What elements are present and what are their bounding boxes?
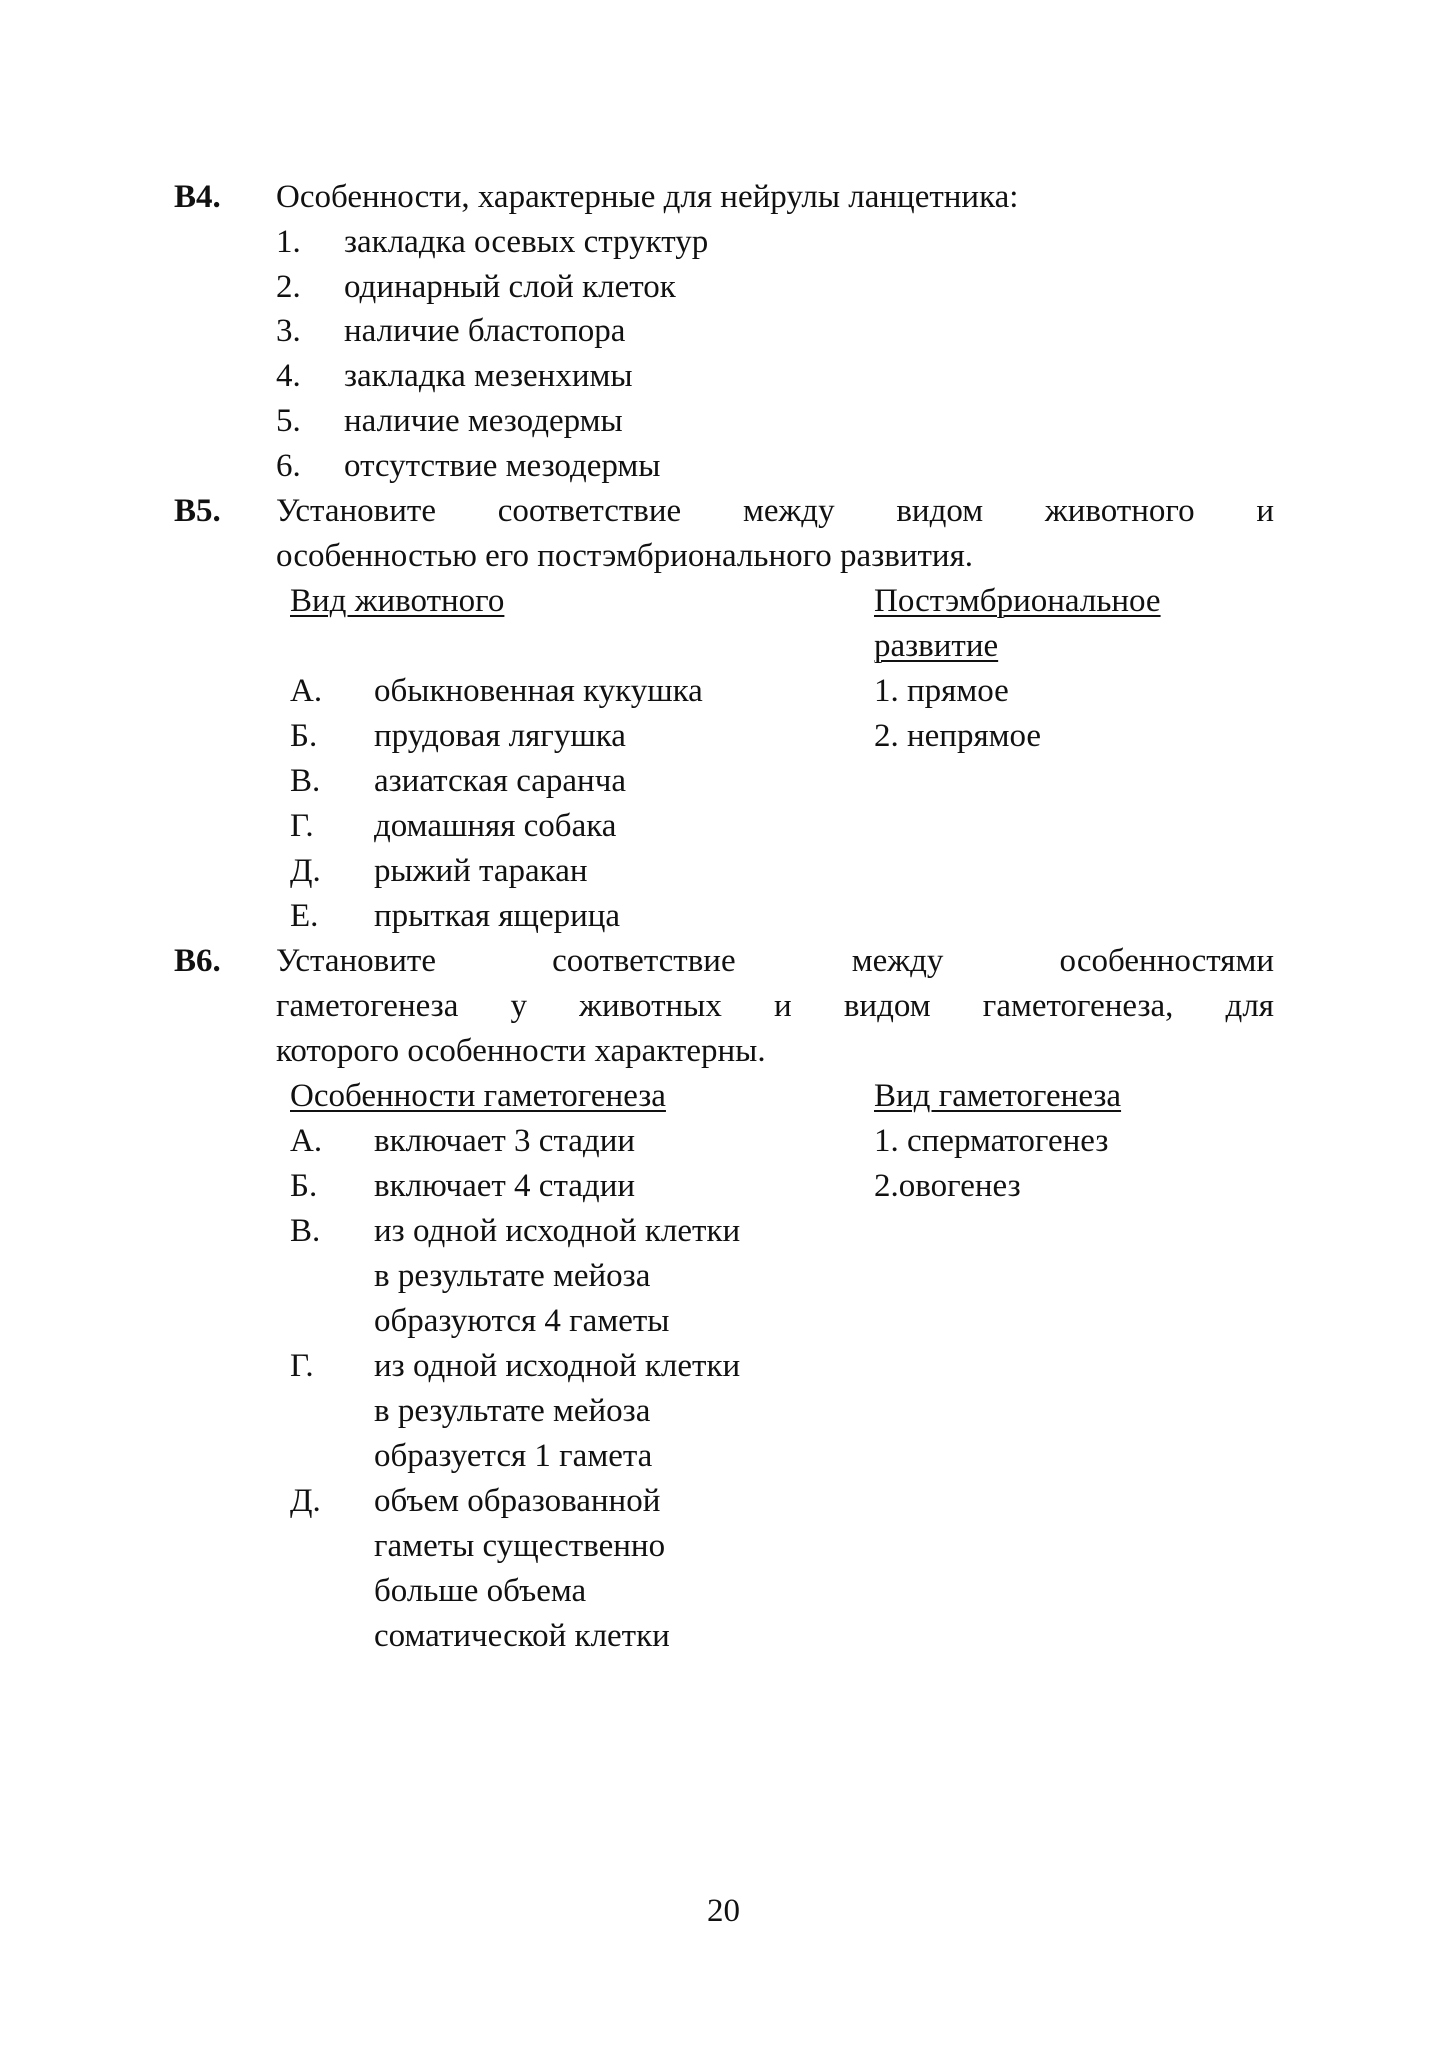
option-number: 6. [276,448,301,484]
item-text: включает 3 стадии [374,1123,636,1159]
option-number: 1. [276,224,301,260]
option-number: 4. [276,358,301,394]
item-letter: А. [290,1123,323,1159]
item-letter: А. [290,673,323,709]
question-number-b5: В5. [174,493,221,529]
column-header-development-line1: Постэмбриональное [874,583,1161,619]
question-prompt-b6-line3: которого особенности характерны. [276,1033,766,1069]
question-number-b6: В6. [174,943,221,979]
question-prompt-b4: Особенности, характерные для нейрулы ланцетника: [276,179,1019,215]
answer-option: 1. сперматогенез [874,1123,1109,1159]
item-letter: В. [290,763,321,799]
item-text: образуются 4 гаметы [374,1303,670,1339]
item-text: прыткая ящерица [374,898,621,934]
question-prompt-b6-line1: Установите соответствие между особенностями [276,943,1274,979]
item-text: включает 4 стадии [374,1168,636,1204]
answer-option: 2. непрямое [874,718,1042,754]
question-prompt-b5-line1: Установите соответствие между видом животного и [276,493,1274,529]
option-number: 2. [276,269,301,305]
item-letter: Б. [290,718,318,754]
item-text: соматической клетки [374,1618,670,1654]
item-text: гаметы существенно [374,1528,666,1564]
item-text: объем образованной [374,1483,661,1519]
question-prompt-b5-line2: особенностью его постэмбрионального развития. [276,538,973,574]
item-text: азиатская саранча [374,763,626,799]
item-letter: Д. [290,853,321,889]
item-letter: Е. [290,898,319,934]
item-text: обыкновенная кукушка [374,673,703,709]
item-text: образуется 1 гамета [374,1438,653,1474]
column-header-animal-species: Вид животного [290,583,505,619]
option-text: наличие бластопора [344,313,626,349]
option-text: одинарный слой клеток [344,269,676,305]
answer-option: 2.овогенез [874,1168,1021,1204]
item-letter: Г. [290,808,314,844]
option-number: 3. [276,313,301,349]
item-text: прудовая лягушка [374,718,626,754]
option-text: наличие мезодермы [344,403,623,439]
item-text: из одной исходной клетки [374,1348,741,1384]
option-text: закладка мезенхимы [344,358,633,394]
item-letter: Г. [290,1348,314,1384]
item-text: в результате мейоза [374,1393,651,1429]
item-letter: Б. [290,1168,318,1204]
item-letter: Д. [290,1483,321,1519]
item-text: рыжий таракан [374,853,588,889]
page-number: 20 [707,1893,740,1929]
item-text: домашняя собака [374,808,617,844]
column-header-gametogenesis-type: Вид гаметогенеза [874,1078,1122,1114]
column-header-development-line2: развитие [874,628,999,664]
item-text: из одной исходной клетки [374,1213,741,1249]
answer-option: 1. прямое [874,673,1009,709]
option-number: 5. [276,403,301,439]
column-header-gametogenesis-features: Особенности гаметогенеза [290,1078,666,1114]
option-text: отсутствие мезодермы [344,448,661,484]
item-text: в результате мейоза [374,1258,651,1294]
question-prompt-b6-line2: гаметогенеза у животных и видом гаметогенеза, для [276,988,1274,1024]
option-text: закладка осевых структур [344,224,709,260]
item-letter: В. [290,1213,321,1249]
item-text: больше объема [374,1573,587,1609]
question-number-b4: В4. [174,179,221,215]
